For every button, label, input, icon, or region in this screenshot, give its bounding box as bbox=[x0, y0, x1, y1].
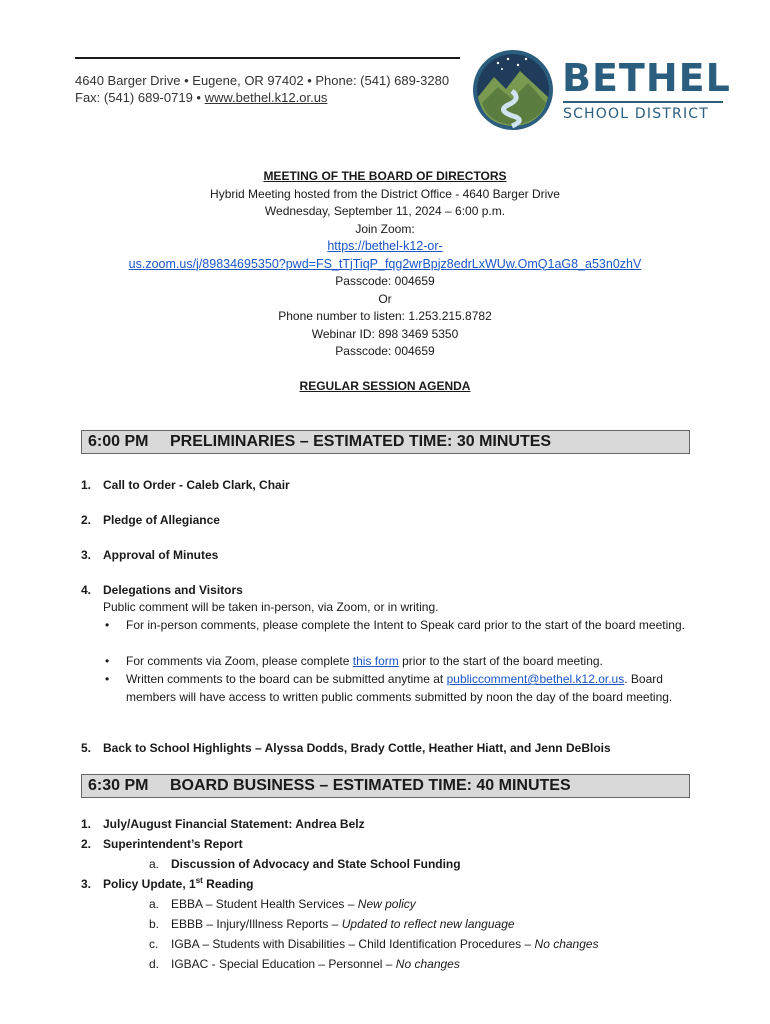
item-number: 4. bbox=[81, 583, 92, 597]
sub-letter: a. bbox=[149, 857, 160, 871]
bullet-text-pre: For comments via Zoom, please complete bbox=[126, 654, 353, 668]
item-text: Approval of Minutes bbox=[103, 548, 219, 562]
zoom-link-part1[interactable]: https://bethel-k12-or- bbox=[327, 239, 443, 253]
policy-code: IGBAC - Special Education – Personnel – bbox=[171, 957, 396, 971]
sub-text bbox=[171, 895, 416, 913]
sub-letter: a. bbox=[149, 897, 160, 911]
item-number: 2. bbox=[81, 837, 92, 851]
meeting-datetime: Wednesday, September 11, 2024 – 6:00 p.m. bbox=[264, 204, 506, 218]
sub-letter: c. bbox=[149, 937, 159, 951]
policy-note: No changes bbox=[395, 957, 460, 971]
fax-line bbox=[75, 89, 449, 106]
item-text: Back to School Highlights – Alyssa Dodds, Brady Cottle, Heather Hiatt, and Jenn DeBlois bbox=[103, 741, 611, 755]
sub-text bbox=[171, 935, 599, 953]
item-text-post: Reading bbox=[202, 877, 254, 891]
agenda-title: REGULAR SESSION AGENDA bbox=[299, 379, 471, 393]
item-text bbox=[103, 875, 254, 893]
public-comment-email-link[interactable]: publiccomment@bethel.k12.or.us bbox=[446, 672, 625, 686]
website-link[interactable]: www.bethel.k12.or.us bbox=[204, 90, 328, 105]
meeting-title: MEETING OF THE BOARD OF DIRECTORS bbox=[263, 169, 507, 183]
ordinal-suffix: st bbox=[195, 876, 203, 885]
brand-subtitle: SCHOOL DISTRICT bbox=[563, 106, 710, 122]
passcode-1: Passcode: 004659 bbox=[335, 274, 435, 288]
brand-rule bbox=[563, 101, 723, 103]
section-title: PRELIMINARIES – ESTIMATED TIME: 30 MINUTES bbox=[170, 433, 552, 450]
policy-code: EBBB – Injury/Illness Reports – bbox=[171, 917, 342, 931]
section-preliminaries bbox=[81, 430, 690, 454]
public-comment-text: Public comment will be taken in-person, via Zoom, or in writing. bbox=[103, 600, 439, 614]
bullet-icon: • bbox=[105, 654, 110, 668]
join-zoom-label: Join Zoom: bbox=[355, 221, 415, 236]
sub-text bbox=[171, 955, 460, 973]
item-text: Delegations and Visitors bbox=[103, 583, 243, 597]
bullet-text-post: . Board members will have access to written public comments submitted by noon the day of the board meeting. bbox=[126, 672, 673, 704]
item-text: Pledge of Allegiance bbox=[103, 513, 220, 527]
item-text-pre: Policy Update, 1 bbox=[103, 877, 196, 891]
meeting-hosted: Hybrid Meeting hosted from the District Office - 4640 Barger Drive bbox=[210, 186, 560, 201]
district-address bbox=[75, 72, 449, 106]
or-label: Or bbox=[378, 291, 392, 306]
this-form-link[interactable]: this form bbox=[352, 654, 399, 668]
bullet-text: For in-person comments, please complete the Intent to Speak card prior to the start of the board meeting. bbox=[126, 618, 685, 632]
bullet-text bbox=[126, 652, 686, 670]
item-number: 2. bbox=[81, 513, 92, 527]
sub-letter: b. bbox=[149, 917, 160, 931]
item-text: Call to Order - Caleb Clark, Chair bbox=[103, 478, 290, 492]
bullet-text bbox=[126, 670, 686, 706]
policy-code: EBBA – Student Health Services – bbox=[171, 897, 358, 911]
section-board-business bbox=[81, 774, 690, 798]
sub-text: Discussion of Advocacy and State School Funding bbox=[171, 857, 461, 871]
header-rule bbox=[75, 57, 460, 59]
fax-text: Fax: (541) 689-0719 • bbox=[75, 90, 205, 105]
bethel-logo-icon bbox=[472, 47, 554, 133]
item-number: 1. bbox=[81, 478, 92, 492]
section-time: 6:30 PM bbox=[88, 777, 149, 794]
bullet-icon: • bbox=[105, 672, 110, 686]
zoom-link-part2[interactable]: us.zoom.us/j/89834695350?pwd=FS_tTjTiqP_fqg2wrBpjz8edrLxWUw.OmQ1aG8_a53n0zhV bbox=[128, 256, 642, 271]
meeting-info bbox=[0, 168, 770, 361]
section-time: 6:00 PM bbox=[88, 433, 149, 450]
passcode-2: Passcode: 004659 bbox=[335, 344, 435, 358]
item-text: Superintendent’s Report bbox=[103, 837, 243, 851]
phone-line: Phone number to listen: 1.253.215.8782 bbox=[278, 309, 492, 323]
bullet-icon: • bbox=[105, 618, 110, 632]
webinar-id: Webinar ID: 898 3469 5350 bbox=[311, 326, 459, 341]
policy-code: IGBA – Students with Disabilities – Child Identification Procedures – bbox=[171, 937, 535, 951]
brand-name: BETHEL bbox=[562, 56, 731, 100]
policy-note: New policy bbox=[357, 897, 416, 911]
item-number: 1. bbox=[81, 817, 92, 831]
section-title: BOARD BUSINESS – ESTIMATED TIME: 40 MINUTES bbox=[170, 777, 571, 794]
bullet-text-post: prior to the start of the board meeting. bbox=[398, 654, 603, 668]
policy-note: No changes bbox=[534, 937, 599, 951]
item-number: 5. bbox=[81, 741, 92, 755]
address-line: 4640 Barger Drive • Eugene, OR 97402 • Phone: (541) 689-3280 bbox=[75, 73, 450, 88]
item-number: 3. bbox=[81, 877, 92, 891]
sub-letter: d. bbox=[149, 957, 160, 971]
item-text: July/August Financial Statement: Andrea Belz bbox=[103, 817, 365, 831]
policy-note: Updated to reflect new language bbox=[341, 917, 515, 931]
sub-text bbox=[171, 915, 515, 933]
bullet-text-pre: Written comments to the board can be submitted anytime at bbox=[126, 672, 447, 686]
item-number: 3. bbox=[81, 548, 92, 562]
